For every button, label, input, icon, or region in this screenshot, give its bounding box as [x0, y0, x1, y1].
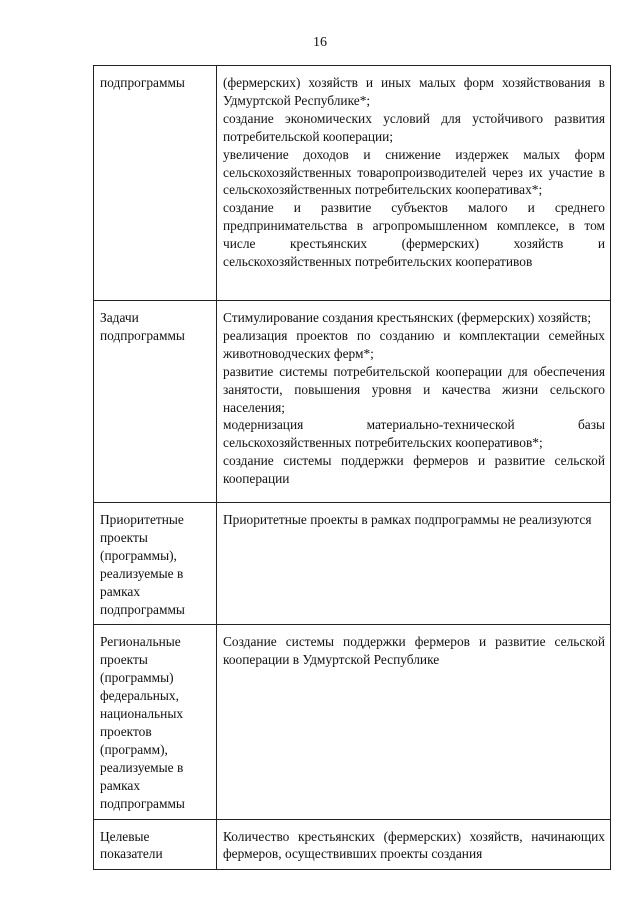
row-label: Приоритетные проекты (программы), реализуемые в рамках подпрограммы	[94, 503, 217, 625]
table-row-tasks	[94, 301, 611, 503]
row-content	[217, 625, 611, 819]
content-paragraph: (фермерских) хозяйств и иных малых форм хозяйствования в Удмуртской Республике*;	[223, 75, 605, 108]
content-paragraph: реализация проектов по созданию и комплектации семейных животноводческих ферм*;	[223, 327, 605, 361]
row-label: Задачи подпрограммы	[94, 301, 217, 503]
row-label: Целевые показатели	[94, 819, 217, 870]
content-paragraph: создание системы поддержки фермеров и развитие сельской кооперации	[223, 453, 605, 487]
row-content	[217, 301, 611, 503]
table-row-goals	[94, 66, 611, 301]
content-paragraph: Стимулирование создания крестьянских (фермерских) хозяйств;	[223, 310, 592, 325]
table-row-target-indicators	[94, 819, 611, 870]
table-row-priority-projects	[94, 503, 611, 625]
content-paragraph: Создание системы поддержки фермеров и развитие сельской кооперации в Удмуртской Республике	[223, 634, 605, 668]
row-label: подпрограммы	[94, 66, 217, 301]
content-paragraph: Количество крестьянских (фермерских) хозяйств, начинающих фермеров, осуществивших проекты создания	[223, 828, 605, 862]
row-label: Региональные проекты (программы) федеральных, национальных проектов (программ), реализуемые в рамках подпрограммы	[94, 625, 217, 819]
content-paragraph: модернизация материально-технической базы сельскохозяйственных потребительских кооперативов*;	[223, 417, 605, 451]
row-content	[217, 819, 611, 870]
page-number: 16	[313, 35, 327, 50]
content-paragraph: развитие системы потребительской кооперации для обеспечения занятости, повышения уровня и качества жизни сельского населения;	[223, 363, 605, 415]
content-paragraph: Приоритетные проекты в рамках подпрограммы не реализуются	[223, 512, 592, 527]
content-paragraph: создание экономических условий для устойчивого развития потребительской кооперации;	[223, 110, 605, 144]
table-row-regional-projects	[94, 625, 611, 819]
row-content	[217, 66, 611, 301]
content-paragraph: создание и развитие субъектов малого и среднего предпринимательства в агропромышленном комплексе, в том числе крестьянских (фермерских) хозяйств и сельскохозяйственных потребительских кооперативов	[223, 200, 605, 270]
row-content	[217, 503, 611, 625]
content-paragraph: увеличение доходов и снижение издержек малых форм сельскохозяйственных товаропроизводителей через их участие в сельскохозяйственных потребительских кооперативах*;	[223, 146, 605, 198]
program-passport-table	[93, 65, 611, 870]
